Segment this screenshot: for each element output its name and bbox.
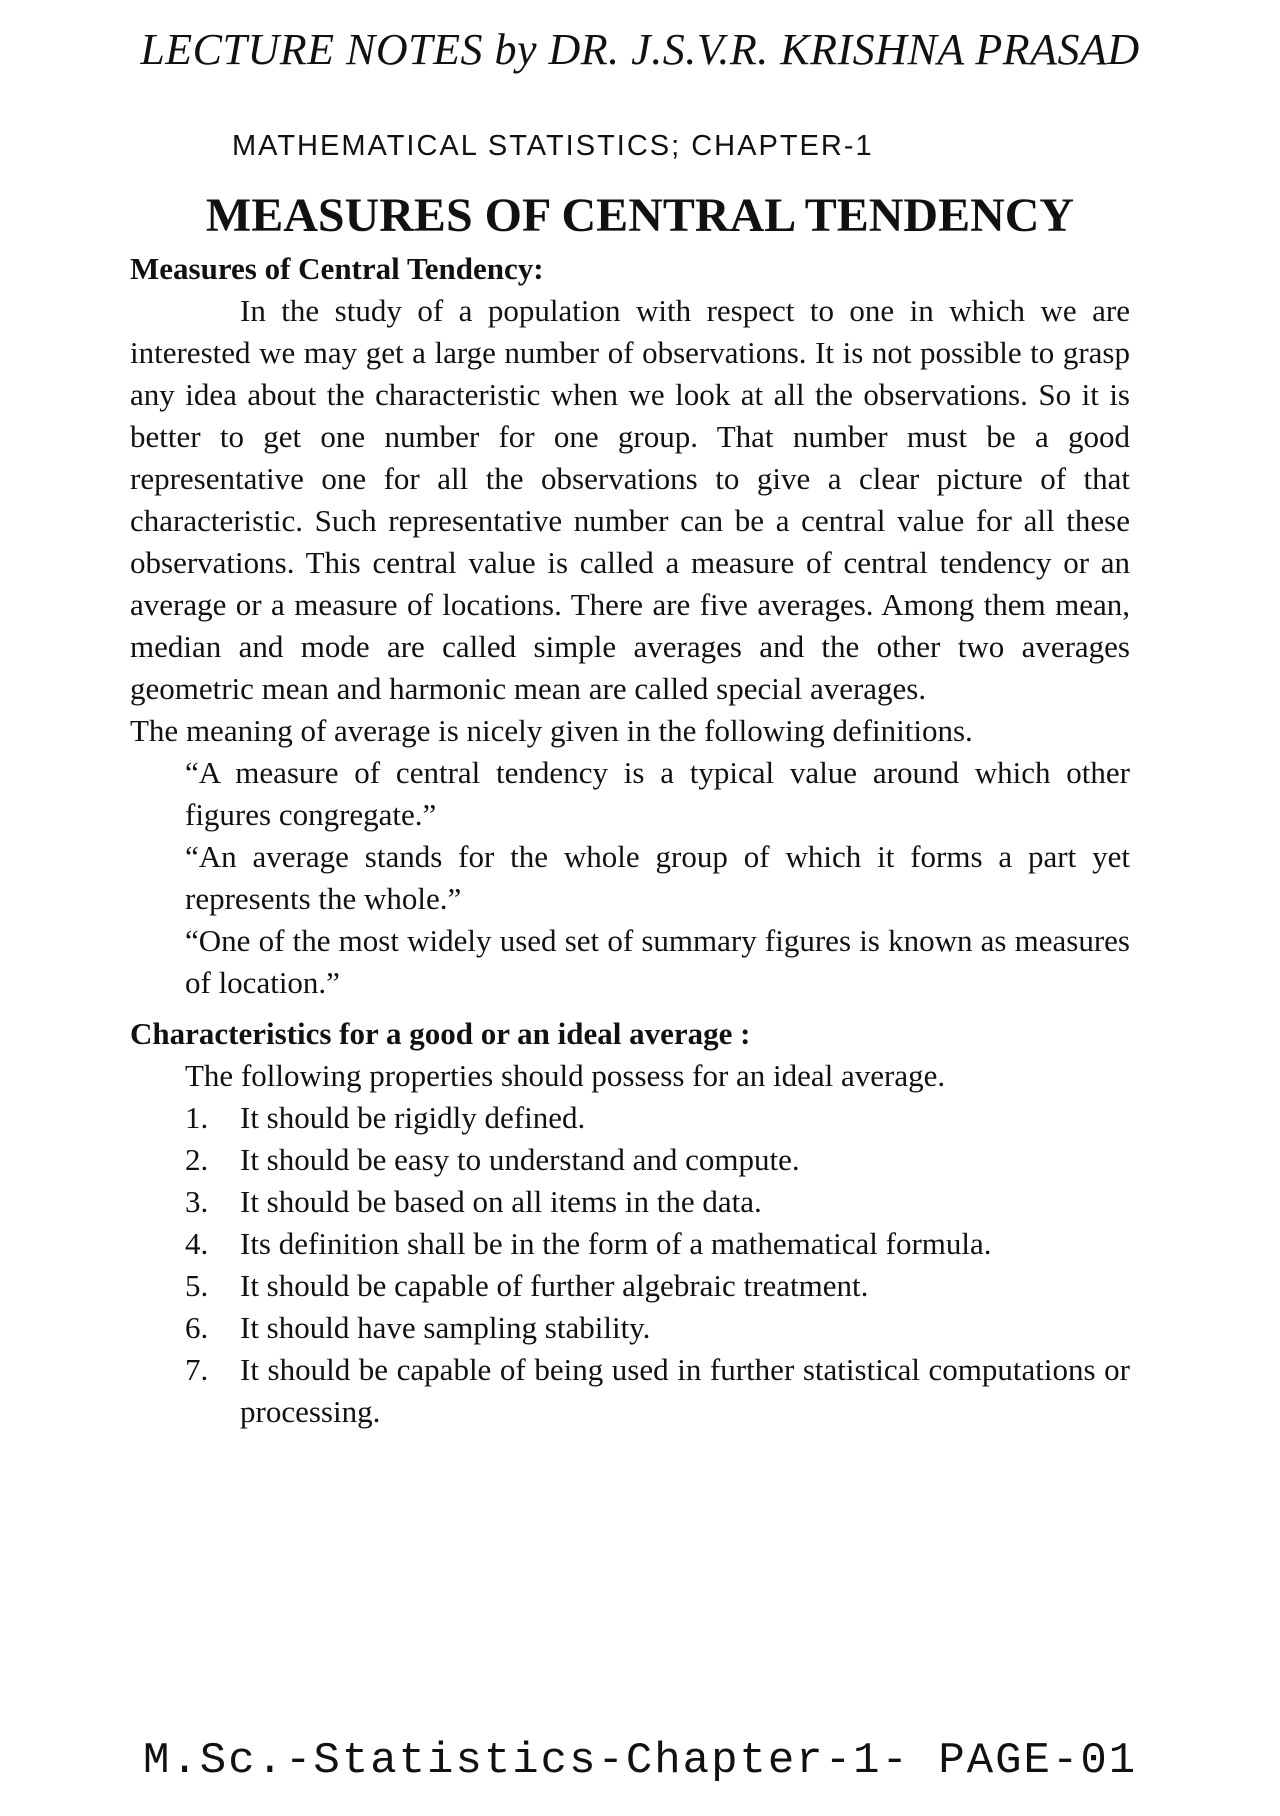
definition-quote: “One of the most widely used set of summary figures is known as measures of location.”: [185, 923, 1130, 1000]
list-item-number: 4.: [185, 1226, 209, 1261]
definition-quote: “A measure of central tendency is a typical value around which other figures congregate.”: [185, 755, 1130, 832]
definitions-intro: The meaning of average is nicely given in the following definitions.: [130, 713, 973, 748]
list-item-number: 2.: [185, 1142, 209, 1177]
list-item-text: It should be capable of further algebraic treatment.: [240, 1268, 869, 1303]
list-item-number: 7.: [185, 1352, 209, 1387]
list-item-number: 3.: [185, 1184, 209, 1219]
section-heading-measures: Measures of Central Tendency:: [130, 251, 544, 286]
list-item: [130, 1349, 1130, 1433]
list-item: [130, 1265, 1130, 1307]
document-body: [130, 248, 1130, 1433]
section-heading-characteristics: Characteristics for a good or an ideal average :: [130, 1016, 751, 1051]
page-header: LECTURE NOTES by DR. J.S.V.R. KRISHNA PRASAD: [140, 25, 1140, 74]
list-item: [130, 1307, 1130, 1349]
page-title: MEASURES OF CENTRAL TENDENCY: [205, 189, 1075, 242]
definition-quote: “An average stands for the whole group of which it forms a part yet represents the whole.”: [185, 839, 1130, 916]
list-item-text: It should be easy to understand and compute.: [240, 1142, 800, 1177]
list-item-text: Its definition shall be in the form of a mathematical formula.: [240, 1226, 992, 1261]
list-item-text: It should be capable of being used in further statistical computations or processing.: [240, 1352, 1130, 1429]
list-item-number: 6.: [185, 1310, 209, 1345]
list-item-text: It should have sampling stability.: [240, 1310, 651, 1345]
list-item-number: 1.: [185, 1100, 209, 1135]
list-item: [130, 1181, 1130, 1223]
list-item: [130, 1139, 1130, 1181]
list-item: [130, 1223, 1130, 1265]
list-item-number: 5.: [185, 1268, 209, 1303]
page-footer: M.Sc.-Statistics-Chapter-1- PAGE-01: [143, 1736, 1138, 1786]
characteristics-list: [130, 1097, 1130, 1433]
list-item: [130, 1097, 1130, 1139]
list-item-text: It should be rigidly defined.: [240, 1100, 586, 1135]
characteristics-intro: The following properties should possess for an ideal average.: [185, 1058, 946, 1093]
list-item-text: It should be based on all items in the data.: [240, 1184, 762, 1219]
course-subtitle: MATHEMATICAL STATISTICS; CHAPTER-1: [232, 130, 874, 162]
intro-paragraph: In the study of a population with respect to one in which we are interested we may get a large number of observations. It is not possible to grasp any idea about the characteristic when we look at all the observations. So it is better to get one number for one group. That number must be a good representative one for all the observations to give a clear picture of that characteristic. Such representative number can be a central value for all these observations. This central value is called a measure of central tendency or an average or a measure of locations. There are five averages. Among them mean, median and mode are called simple averages and the other two averages geometric mean and harmonic mean are called special averages.: [130, 293, 1130, 706]
